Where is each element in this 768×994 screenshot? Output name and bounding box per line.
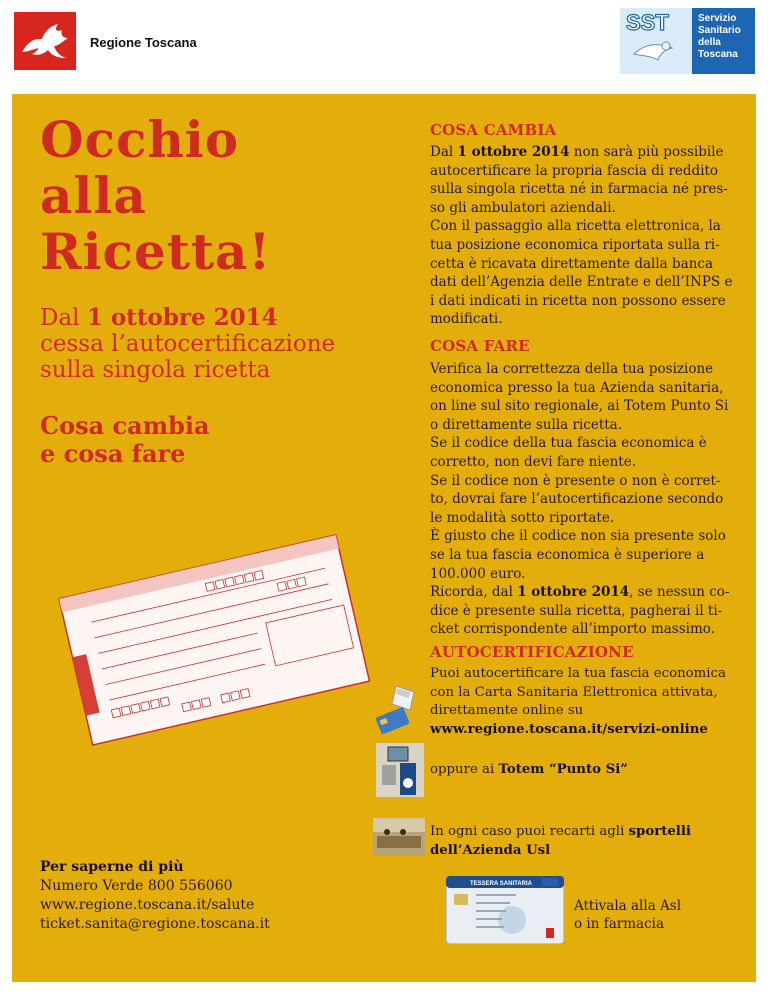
card-reader-icon [374,680,422,738]
sportelli-highlight: dell’Azienda Usl [430,842,551,858]
lead-text [40,305,380,383]
section-heading: COSA FARE [430,337,530,355]
section-heading: COSA CAMBIA [430,121,557,139]
cosa-cambia-text [430,143,742,329]
title-line: Ricetta! [40,222,272,281]
subtitle-line: e cosa fare [40,439,186,468]
text-line: cetta è ricavata direttamente dalla banca [430,255,713,272]
lead-prefix: Dal [40,305,87,331]
lead-line: sulla singola ricetta [40,357,271,383]
cosa-fare-section [430,337,742,639]
text-span: oppure ai [430,762,499,777]
health-card-image [446,876,564,944]
text-span: Dal [430,144,458,160]
sst-logo [620,8,755,74]
text-line: dati dell’Agenzia delle Entrate e dell’INPS e [430,274,733,291]
text-line: economica presso la tua Azienda sanitaria, [430,379,724,396]
subtitle-line: Cosa cambia [40,411,210,440]
totem-text [430,761,742,780]
title-line: Occhio [40,110,240,169]
sst-line: Toscana [698,49,738,60]
phone-number: Numero Verde 800 556060 [40,878,233,894]
text-span: non sarà più possibile [569,144,724,160]
sst-line: Servizio [698,13,737,24]
services-url[interactable]: www.regione.toscana.it/servizi-online [430,721,708,737]
lead-line: cessa l’autocertificazione [40,331,336,357]
subtitle [40,412,340,468]
text-line: tua posizione economica riportata sulla ri- [430,236,720,253]
text-line: sulla singola ricetta né in farmacia né pres- [430,181,728,198]
caption-line: Attivala alla Asl [574,898,682,914]
text-line: i dati indicati in ricetta non possono essere [430,292,726,309]
org-name: Regione Toscana [90,35,197,50]
sportelli-text [430,823,742,860]
text-line: 100.000 euro. [430,565,526,582]
text-line: Se il codice della tua fascia economica è [430,435,707,452]
card-label: TESSERA SANITARIA [470,881,533,887]
text-line: le modalità sotto riportate. [430,509,615,526]
email-link[interactable]: ticket.sanita@regione.toscana.it [40,916,270,932]
prescription-form-image [58,525,370,753]
health-card-caption [574,897,734,933]
text-line: modificati. [430,311,503,328]
text-line: cket corrispondente all’importo massimo. [430,621,715,638]
date-highlight: 1 ottobre 2014 [517,584,630,601]
cosa-fare-text [430,360,742,639]
text-line: Puoi autocertificare la tua fascia economica [430,666,726,681]
date-highlight: 1 ottobre 2014 [457,144,570,160]
totem-icon [376,743,424,797]
text-line: corretto, non devi fare niente. [430,453,637,470]
sst-line: della [698,37,721,48]
health-website-link[interactable]: www.regione.toscana.it/salute [40,897,255,913]
totem-name: Totem “Punto Si” [498,762,628,777]
office-desk-icon [373,818,425,856]
text-line: Con il passaggio alla ricetta elettronica, la [430,218,721,235]
text-line: È giusto che il codice non sia presente solo [430,528,726,545]
cosa-cambia-section [430,121,742,329]
text-line: se la tua fascia economica è superiore a [430,546,705,563]
autocert-text [430,665,742,739]
sst-name [692,8,755,74]
text-line: con la Carta Sanitaria Elettronica attivata, [430,684,718,700]
text-line: Verifica la correttezza della tua posizione [430,361,714,377]
sst-letters: SST [626,10,669,35]
caption-line: o in farmacia [574,916,664,932]
footer-title: Per saperne di più [40,859,184,875]
title-line: alla [40,166,147,225]
page-title [40,112,360,280]
autocert-section [430,643,742,739]
lead-date: 1 ottobre 2014 [86,304,278,331]
text-line: dice è presente sulla ricetta, pagherai il ti- [430,602,723,619]
sst-logo-image [620,8,692,74]
text-line: so gli ambulatori aziendali. [430,199,616,216]
info-footer [40,858,340,934]
text-span: Ricorda, dal [430,584,518,601]
sst-line: Sanitario [698,25,741,36]
text-line: on line sul sito regionale, ai Totem Punto Si [430,398,729,415]
text-line: autocertificare la propria fascia di reddito [430,162,719,179]
section-heading: AUTOCERTIFICAZIONE [430,643,634,661]
regione-toscana-logo [14,12,76,70]
text-line: o direttamente sulla ricetta. [430,416,623,433]
text-span: , se nessun co- [629,584,730,601]
text-span: In ogni caso puoi recarti agli [430,824,629,839]
text-line: to, dovrai fare l’autocertificazione secondo [430,491,724,508]
sportelli-highlight: sportelli [628,824,691,839]
text-line: direttamente online su [430,703,584,719]
text-line: Se il codice non è presente o non è corret- [430,472,721,489]
header [0,0,768,94]
